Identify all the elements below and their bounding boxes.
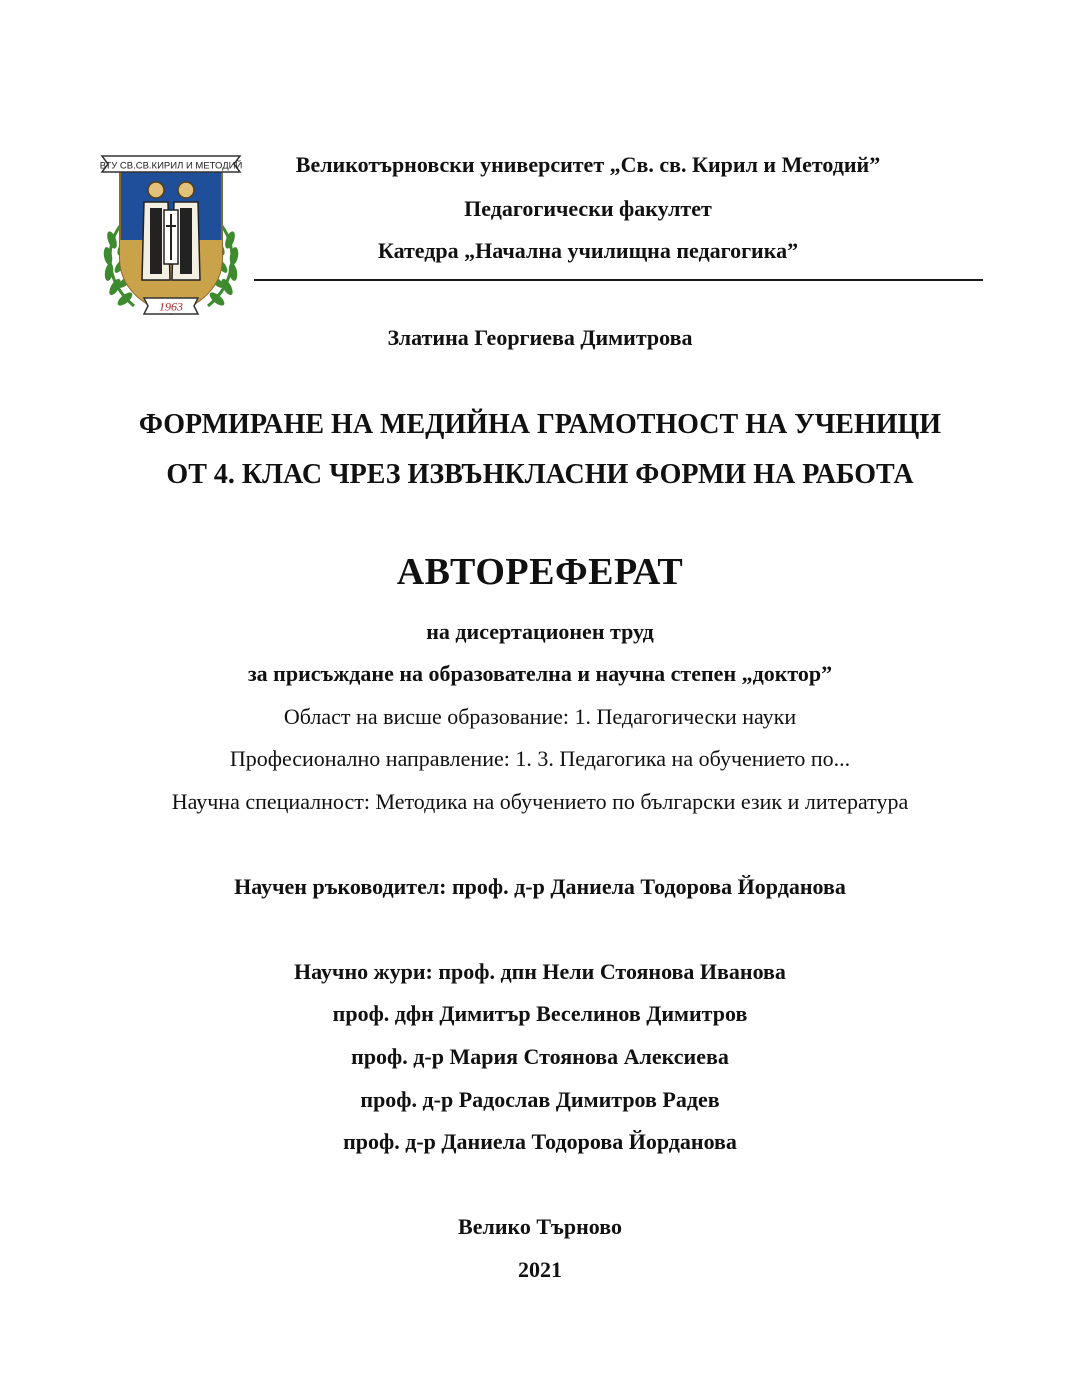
subtitle-line-1: на дисертационен труд bbox=[426, 619, 654, 644]
jury-member: Научно жури: проф. дпн Нели Стоянова Иванова bbox=[294, 959, 786, 984]
thesis-title-line-1: ФОРМИРАНЕ НА МЕДИЙНА ГРАМОТНОСТ НА УЧЕНИЦИ bbox=[138, 409, 942, 440]
university-name: Великотърновски университет „Св. св. Кирил и Методий” bbox=[295, 152, 881, 177]
header-divider bbox=[254, 279, 983, 281]
education-area: Област на висше образование: 1. Педагогически науки bbox=[283, 704, 797, 729]
faculty-name: Педагогически факултет bbox=[464, 196, 712, 221]
crest-ribbon-text: ВТУ СВ.СВ.КИРИЛ И МЕТОДИЙ bbox=[99, 160, 243, 172]
university-crest-logo bbox=[98, 148, 244, 326]
scientific-supervisor: Научен ръководител: проф. д-р Даниела Тодорова Йорданова bbox=[234, 874, 846, 899]
publication-city: Велико Търново bbox=[458, 1214, 622, 1239]
jury-member: проф. д-р Радослав Димитров Радев bbox=[360, 1087, 720, 1112]
department-name: Катедра „Начална училищна педагогика” bbox=[377, 238, 799, 263]
jury-member: проф. д-р Мария Стоянова Алексиева bbox=[351, 1044, 729, 1069]
publication-year: 2021 bbox=[518, 1257, 562, 1282]
professional-direction: Професионално направление: 1. 3. Педагогика на обучението по... bbox=[229, 746, 851, 771]
jury-member: проф. д-р Даниела Тодорова Йорданова bbox=[343, 1129, 737, 1154]
crest-year: 1963 bbox=[159, 299, 183, 314]
scientific-specialty: Научна специалност: Методика на обучението по български език и литература bbox=[171, 789, 909, 814]
jury-member: проф. дфн Димитър Веселинов Димитров bbox=[332, 1001, 748, 1026]
thesis-title-line-2: ОТ 4. КЛАС ЧРЕЗ ИЗВЪНКЛАСНИ ФОРМИ НА РАБОТА bbox=[166, 459, 914, 490]
subtitle-line-2: за присъждане на образователна и научна степен „доктор” bbox=[247, 661, 833, 686]
author-name: Златина Георгиева Димитрова bbox=[387, 325, 693, 350]
document-type-heading: АВТОРЕФЕРАТ bbox=[396, 551, 684, 593]
